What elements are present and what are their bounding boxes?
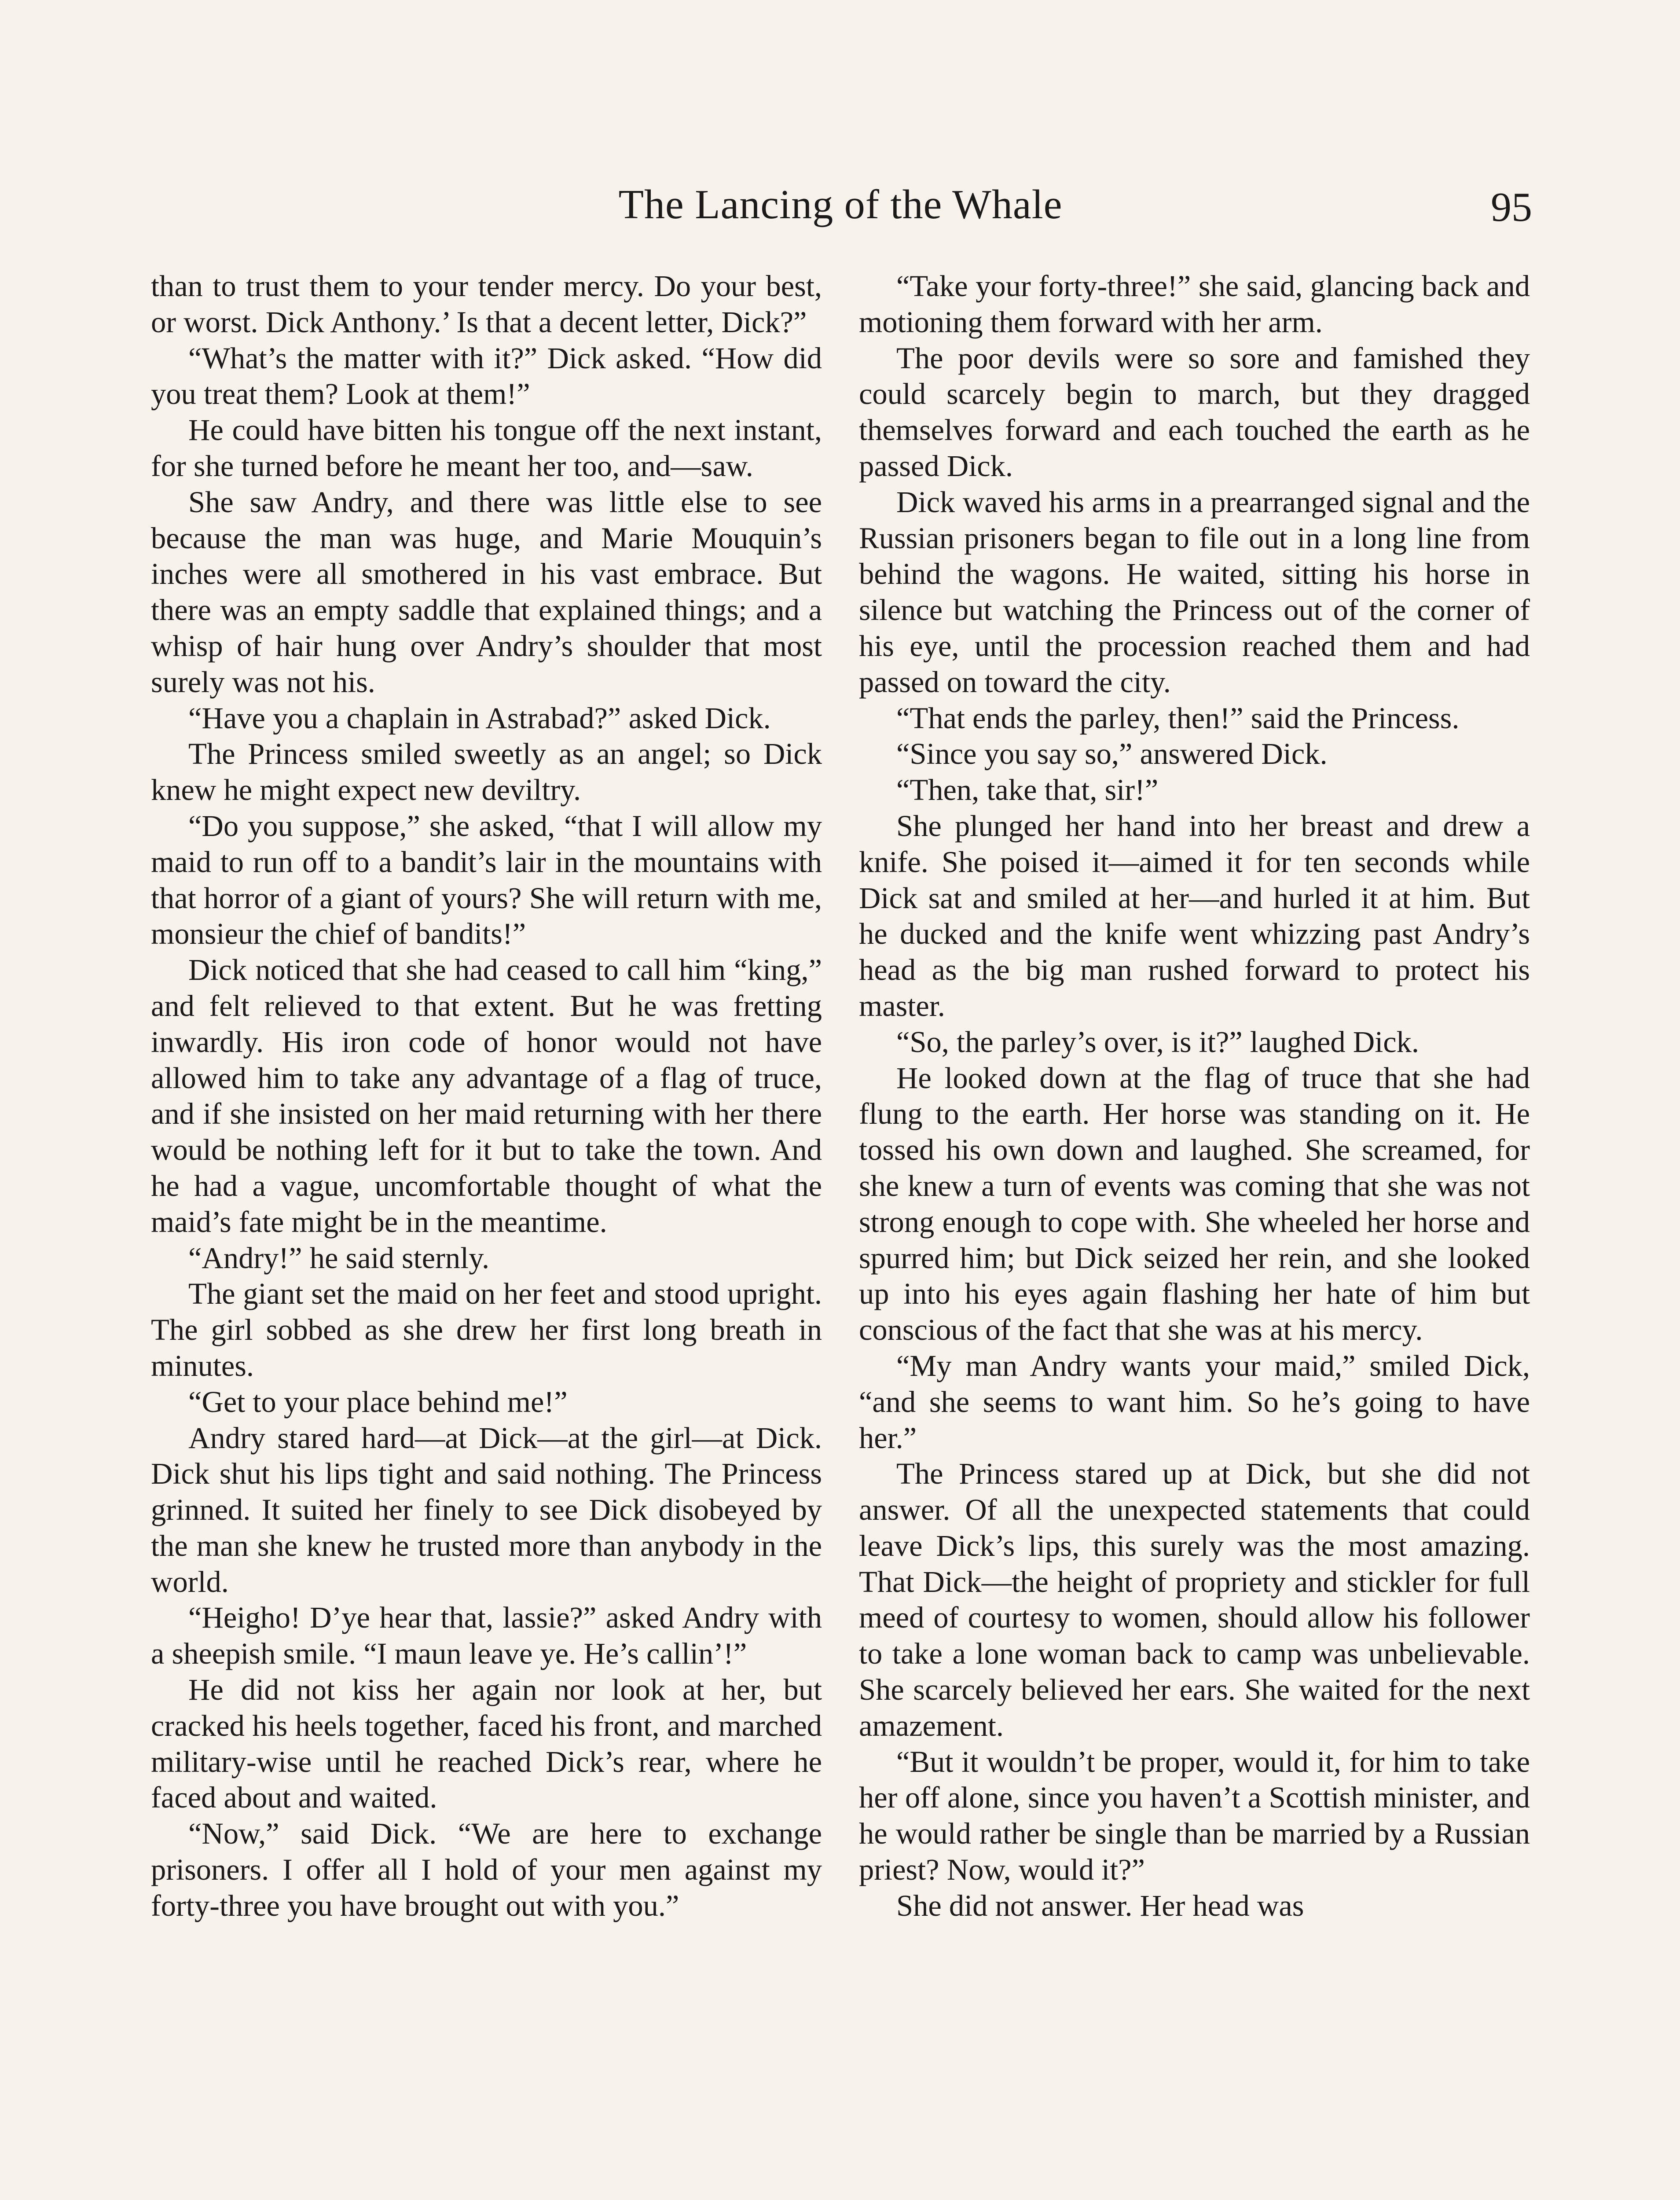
paragraph: “That ends the parley, then!” said the Princess. — [896, 701, 1460, 735]
paragraph: “Now,” said Dick. “We are here to exchange prisoners. I offer all I hold of your men against my forty-three you have brought out with you.” — [151, 1817, 822, 1922]
paragraph: “Since you say so,” answered Dick. — [896, 737, 1328, 771]
right-column — [859, 268, 1530, 1924]
paragraph: than to trust them to your tender mercy. Do your best, or worst. Dick Anthony.’ Is that a decent letter, Dick?” — [151, 269, 822, 339]
paragraph: “So, the parley’s over, is it?” laughed Dick. — [896, 1025, 1420, 1059]
paragraph: “But it wouldn’t be proper, would it, for him to take her off alone, since you haven’t a Scottish minister, and he would rather be single than be married by a Russian priest? Now, would it?” — [859, 1745, 1530, 1887]
running-title: The Lancing of the Whale — [618, 182, 1063, 227]
paragraph: He could have bitten his tongue off the next instant, for she turned before he meant her too, and—saw. — [151, 413, 822, 483]
paragraph: “Heigho! D’ye hear that, lassie?” asked Andry with a sheepish smile. “I maun leave ye. He’s callin’!” — [151, 1601, 822, 1671]
paragraph: “My man Andry wants your maid,” smiled Dick, “and she seems to want him. So he’s going to have her.” — [859, 1349, 1530, 1455]
paragraph: The Princess smiled sweetly as an angel; so Dick knew he might expect new deviltry. — [151, 737, 822, 807]
paragraph: He did not kiss her again nor look at her, but cracked his heels together, faced his front, and marched military-wise until he reached Dick’s rear, where he faced about and waited. — [151, 1673, 822, 1815]
paragraph: She saw Andry, and there was little else to see because the man was huge, and Marie Mouquin’s inches were all smothered in his vast embrace. But there was an empty saddle that explained things; and a whisp of hair hung over Andry’s shoulder that most surely was not his. — [151, 485, 822, 699]
paragraph: The poor devils were so sore and famished they could scarcely begin to march, but they dragged themselves forward and each touched the earth as he passed Dick. — [859, 341, 1530, 483]
left-column — [151, 268, 822, 1924]
paragraph: She plunged her hand into her breast and drew a knife. She poised it—aimed it for ten seconds while Dick sat and smiled at her—and hurled it at him. But he ducked and the knife went whizzing past Andry’s head as the big man rushed forward to protect his master. — [859, 809, 1530, 1023]
paragraph: She did not answer. Her head was — [896, 1888, 1304, 1922]
paragraph: The Princess stared up at Dick, but she did not answer. Of all the unexpected statements that could leave Dick’s lips, this surely was the most amazing. That Dick—the height of propriety and stickler for full meed of courtesy to women, should allow his follower to take a lone woman back to camp was unbelievable. She scarcely believed her ears. She waited for the next amazement. — [859, 1457, 1530, 1742]
page-header — [150, 174, 1531, 240]
paragraph: “Do you suppose,” she asked, “that I will allow my maid to run off to a bandit’s lair in the mountains with that horror of a giant of yours? She will return with me, monsieur the chief of bandits!” — [151, 809, 822, 951]
paragraph: Andry stared hard—at Dick—at the girl—at Dick. Dick shut his lips tight and said nothing. The Princess grinned. It suited her finely to see Dick disobeyed by the man she knew he trusted more than anybody in the world. — [151, 1421, 822, 1599]
paragraph: The giant set the maid on her feet and stood upright. The girl sobbed as she drew her first long breath in minutes. — [151, 1277, 822, 1382]
paragraph: “What’s the matter with it?” Dick asked. “How did you treat them? Look at them!” — [151, 341, 822, 411]
paragraph: “Have you a chaplain in Astrabad?” asked Dick. — [188, 701, 771, 735]
paragraph: “Then, take that, sir!” — [896, 773, 1159, 807]
paragraph: Dick noticed that she had ceased to call him “king,” and felt relieved to that extent. But he was fretting inwardly. His iron code of honor would not have allowed him to take any advantage of a flag of truce, and if she insisted on her maid returning with her there would be nothing left for it but to take the town. And he had a vague, uncomfortable thought of what the maid’s fate might be in the meantime. — [151, 953, 822, 1239]
paragraph: “Take your forty-three!” she said, glancing back and motioning them forward with her arm. — [859, 269, 1530, 339]
page-number: 95 — [1491, 184, 1532, 230]
paragraph: Dick waved his arms in a prearranged signal and the Russian prisoners began to file out in a long line from behind the wagons. He waited, sitting his horse in silence but watching the Princess out of the corner of his eye, until the procession reached them and had passed on toward the city. — [859, 485, 1530, 699]
paragraph: “Get to your place behind me!” — [188, 1385, 568, 1419]
paragraph: “Andry!” he said sternly. — [188, 1241, 490, 1275]
paragraph: He looked down at the flag of truce that she had flung to the earth. Her horse was standing on it. He tossed his own down and laughed. She screamed, for she knew a turn of events was coming that she was not strong enough to cope with. She wheeled her horse and spurred him; but Dick seized her rein, and she looked up into his eyes again flashing her hate of him but conscious of the fact that she was at his mercy. — [859, 1061, 1530, 1347]
